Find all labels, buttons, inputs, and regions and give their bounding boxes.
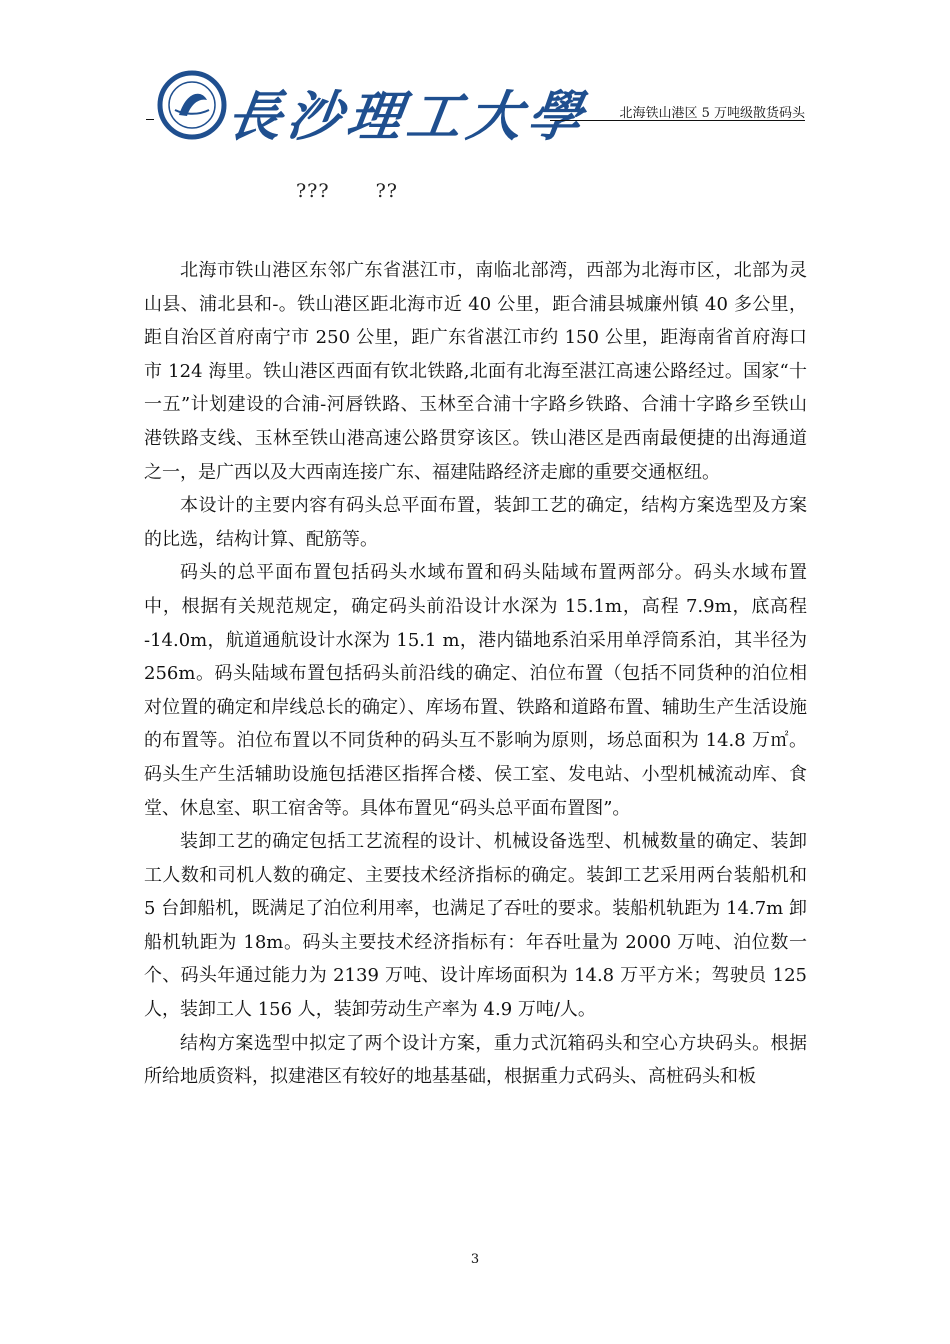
section-title-right: ??	[375, 180, 398, 202]
header-left-rule	[146, 119, 154, 120]
page-header	[0, 60, 950, 150]
section-title	[296, 180, 398, 202]
page-number: 3	[470, 1252, 480, 1267]
paragraph-design-content: 本设计的主要内容有码头总平面布置，装卸工艺的确定，结构方案选型及方案的比选，结构计算、配筋等。	[144, 495, 807, 550]
paragraph-handling-process: 装卸工艺的确定包括工艺流程的设计、机械设备选型、机械数量的确定、装卸工人数和司机人数的确定、主要技术经济指标的确定。装卸工艺采用两台装船机和 5 台卸船机，既满足了泊位利用率，也满足了吞吐的要求。装船机轨距为 14.7m 卸船机轨距为 18m。码头主要技术经济指标有：年吞吐量为 2000 万吨、泊位数一个、码头年通过能力为 2139 万吨、设计库场面积为 14.8 万平方米；驾驶员 125 人，装卸工人 156 人，装卸劳动生产率为 4.9 万吨/人。	[144, 831, 807, 1021]
section-title-left: ???	[296, 180, 330, 202]
paragraph-structure-scheme: 结构方案选型中拟定了两个设计方案，重力式沉箱码头和空心方块码头。根据所给地质资料，拟建港区有较好的地基基础，根据重力式码头、高桩码头和板	[144, 1032, 807, 1088]
paragraph-layout: 码头的总平面布置包括码头水域布置和码头陆域布置两部分。码头水域布置中，根据有关规范规定，确定码头前沿设计水深为 15.1m，高程 7.9m，底高程 -14.0m，航道通航设计水深为 15.1 m，港内锚地系泊采用单浮筒系泊，其半径为 256m。码头陆域布置包括码头前沿线的确定、泊位布置（包括不同货种的泊位相对位置的确定和岸线总长的确定）、库场布置、铁路和道路布置、辅助生产生活设施的布置等。泊位布置以不同货种的码头互不影响为原则，场总面积为 14.8 万㎡。码头生产生活辅助设施包括港区指挥合楼、侯工室、发电站、小型机械流动库、食堂、休息室、职工宿舍等。具体布置见“码头总平面布置图”。	[144, 562, 807, 819]
body-text	[144, 254, 807, 1094]
university-seal-icon	[157, 70, 227, 140]
paragraph-location: 北海市铁山港区东邻广东省湛江市，南临北部湾，西部为北海市区，北部为灵山县、浦北县和-。铁山港区距北海市近 40 公里，距合浦县城廉州镇 40 多公里，距自治区首府南宁市 250 公里，距广东省湛江市约 150 公里，距海南省首府海口市 124 海里。铁山港区西面有钦北铁路,北面有北海至湛江高速公路经过。国家“十一五”计划建设的合浦-河唇铁路、玉林至合浦十字路乡铁路、合浦十字路乡至铁山港铁路支线、玉林至铁山港高速公路贯穿该区。铁山港区是西南最便捷的出海通道之一，是广西以及大西南连接广东、福建陆路经济走廊的重要交通枢纽。	[144, 260, 807, 483]
project-title: 北海铁山港区 5 万吨级散货码头	[619, 106, 805, 121]
university-logo-wordmark: 長沙理工大學	[223, 84, 593, 148]
header-right-rule	[550, 106, 805, 121]
